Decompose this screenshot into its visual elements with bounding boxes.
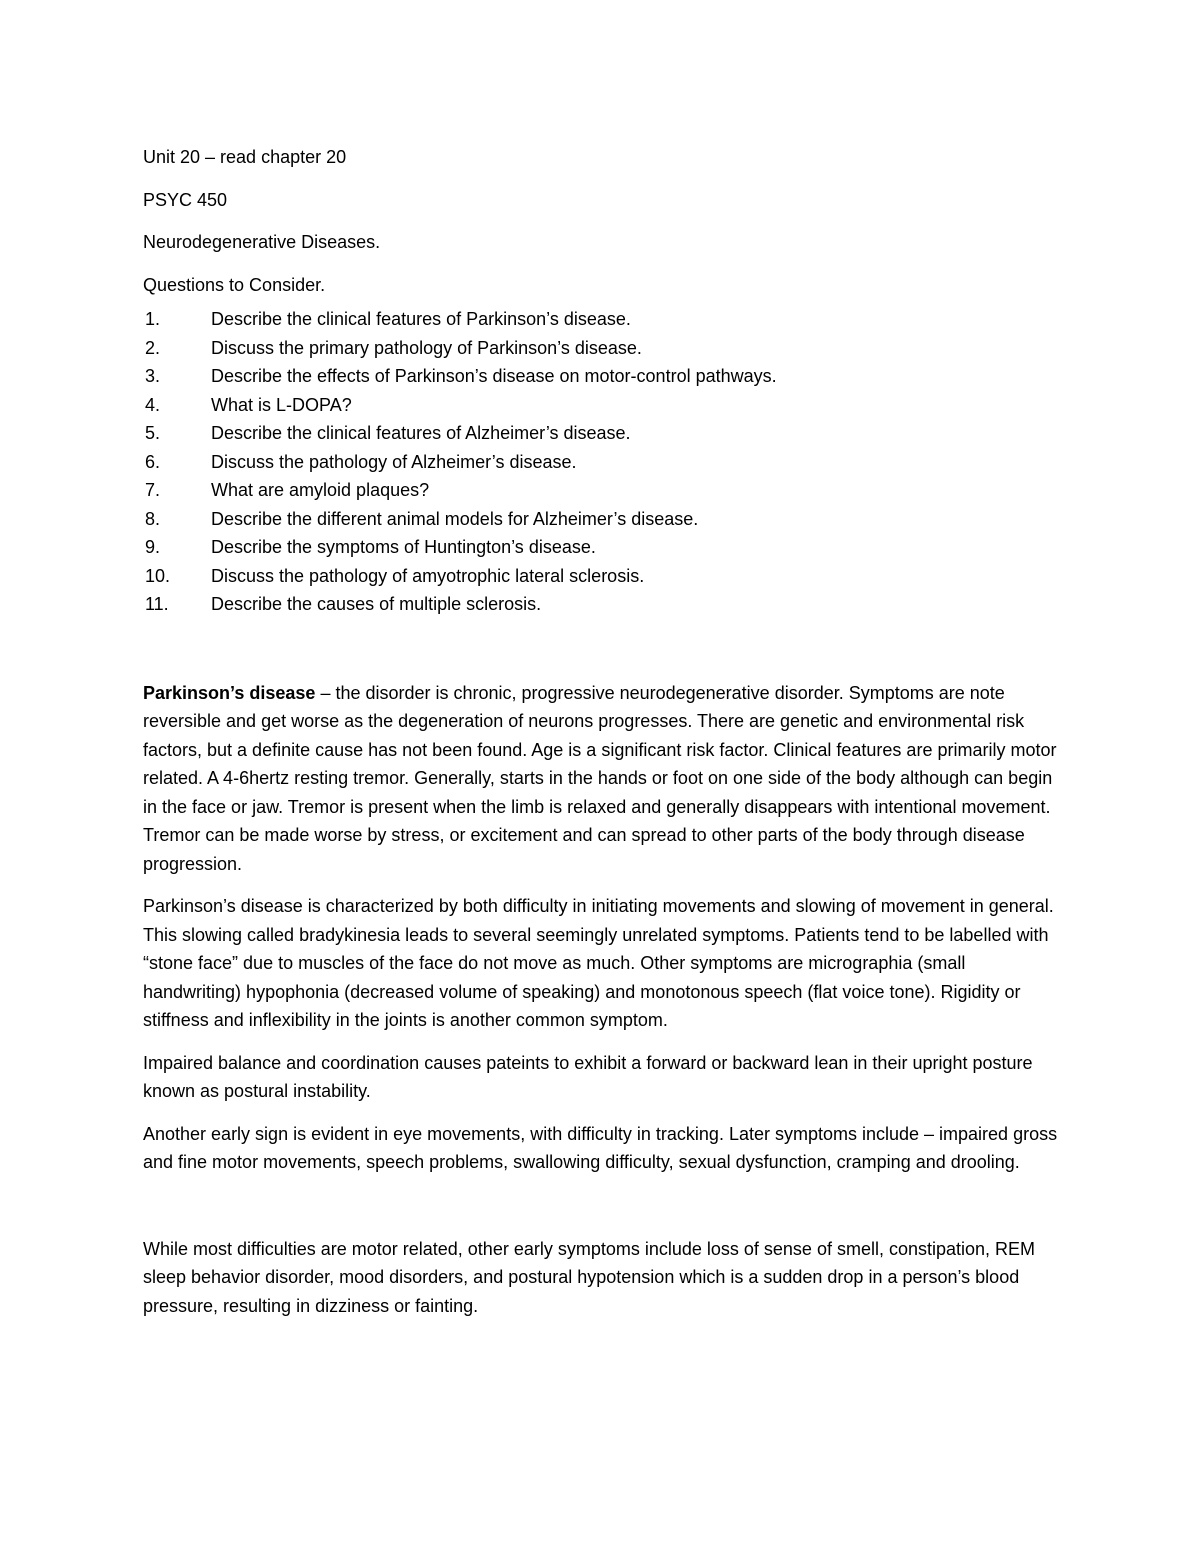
topic-title: Neurodegenerative Diseases. <box>143 232 381 252</box>
item-text: Describe the different animal models for Alzheimer’s disease. <box>211 508 699 529</box>
item-number: 7. <box>145 480 161 500</box>
item-text: Discuss the pathology of amyotrophic lateral sclerosis. <box>211 565 645 586</box>
list-item <box>143 362 1058 391</box>
questions-heading: Questions to Consider. <box>143 274 326 295</box>
paragraph-non-motor-symptoms: While most difficulties are motor related, other early symptoms include loss of sense of smell, constipation, REM sleep behavior disorder, mood disorders, and postural hypotension which is a sudden drop in a person’s blood pressure, resulting in dizziness or fainting. <box>143 1238 1036 1316</box>
paragraph-postural-instability: Impaired balance and coordination causes pateints to exhibit a forward or backward lean in their upright posture known as postural instability. <box>143 1052 1033 1101</box>
item-number: 9. <box>145 537 161 557</box>
paragraph-eye-movements: Another early sign is evident in eye movements, with difficulty in tracking. Later symptoms include – impaired gross and fine motor movements, speech problems, swallowing difficulty, sexual dysfunction, cramping and drooling. <box>143 1123 1058 1172</box>
spacer <box>143 619 1058 679</box>
list-item <box>143 562 1058 591</box>
list-item <box>143 533 1058 562</box>
item-number: 3. <box>145 366 161 386</box>
paragraph-bradykinesia: Parkinson’s disease is characterized by both difficulty in initiating movements and slowing of movement in general. This slowing called bradykinesia leads to several seemingly unrelated symptoms. Patients tend to be labelled with “stone face” due to muscles of the face do not move as much. Other symptoms are micrographia (small handwriting) hypophonia (decreased volume of speaking) and monotonous speech (flat voice tone). Rigidity or stiffness and inflexibility in the joints is another common symptom. <box>143 896 1054 1030</box>
list-item <box>143 505 1058 534</box>
item-number: 10. <box>145 565 171 586</box>
item-text: Describe the causes of multiple sclerosis. <box>211 594 542 614</box>
item-text: Describe the clinical features of Alzheimer’s disease. <box>211 423 631 443</box>
list-item <box>143 334 1058 363</box>
item-number: 8. <box>145 508 161 529</box>
item-number: 4. <box>145 394 161 415</box>
spacer <box>143 1191 1058 1235</box>
list-item <box>143 476 1058 505</box>
item-number: 6. <box>145 451 161 472</box>
item-text: Discuss the primary pathology of Parkinson’s disease. <box>211 337 642 358</box>
list-item <box>143 590 1058 619</box>
item-text: Describe the effects of Parkinson’s disease on motor-control pathways. <box>211 366 777 386</box>
list-item <box>143 305 1058 334</box>
list-item <box>143 391 1058 420</box>
item-text: Describe the clinical features of Parkinson’s disease. <box>211 309 631 329</box>
item-text: Describe the symptoms of Huntington’s disease. <box>211 537 596 557</box>
course-code: PSYC 450 <box>143 189 228 210</box>
paragraph-text: – the disorder is chronic, progressive neurodegenerative disorder. Symptoms are note reversible and get worse as the degeneration of neurons progresses. There are genetic and environmental risk factors, but a definite cause has not been found. Age is a significant risk factor. Clinical features are primarily motor related. A 4-6hertz resting tremor. Generally, starts in the hands or foot on one side of the body although can begin in the face or jaw. Tremor is present when the limb is relaxed and generally disappears with intentional movement. Tremor can be made worse by stress, or excitement and can spread to other parts of the body through disease progression. <box>143 682 1057 874</box>
list-item <box>143 448 1058 477</box>
questions-list <box>143 305 1058 619</box>
item-number: 11. <box>145 594 169 614</box>
paragraph-parkinsons-intro <box>143 679 1058 879</box>
item-text: What is L-DOPA? <box>211 394 352 415</box>
term-parkinsons-disease: Parkinson’s disease <box>143 682 316 703</box>
unit-line: Unit 20 – read chapter 20 <box>143 147 347 167</box>
item-number: 1. <box>145 309 161 329</box>
item-number: 5. <box>145 423 161 443</box>
item-number: 2. <box>145 337 161 358</box>
document-content <box>143 143 1058 1334</box>
list-item <box>143 419 1058 448</box>
item-text: Discuss the pathology of Alzheimer’s disease. <box>211 451 577 472</box>
item-text: What are amyloid plaques? <box>211 480 430 500</box>
